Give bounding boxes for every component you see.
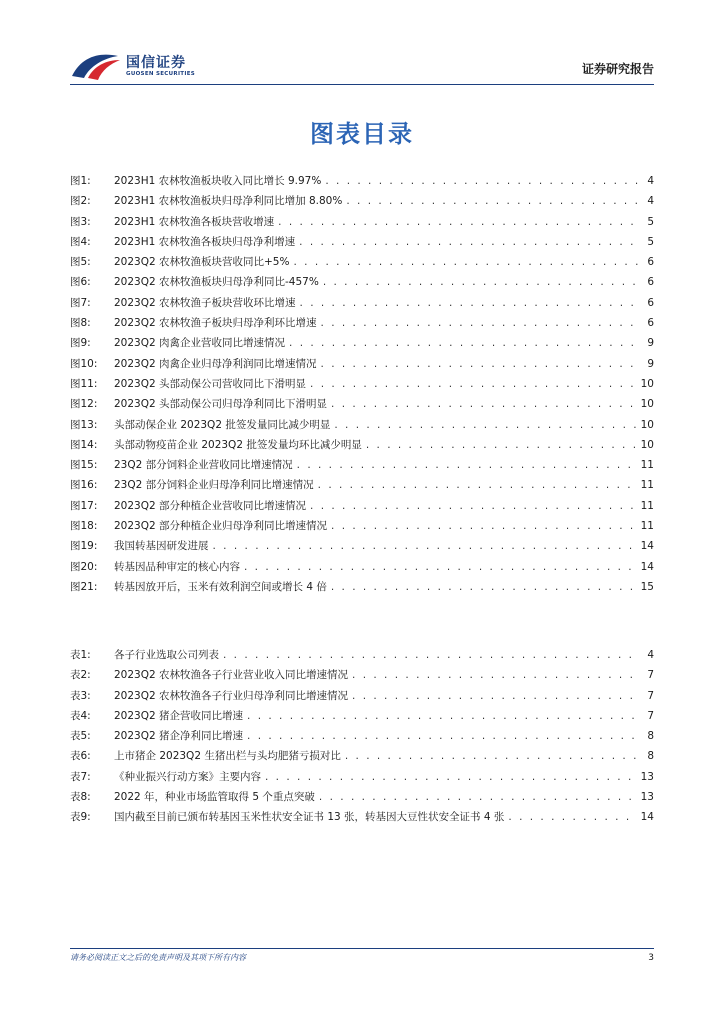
dot-leader [223,645,640,665]
figure-toc-entry[interactable] [70,374,654,394]
table-toc-entry[interactable] [70,767,654,787]
figure-number: 图18: [70,520,98,533]
page-header [0,0,724,86]
figure-caption: 2023Q2 肉禽企业营收同比增速情况 [114,337,286,350]
table-caption: 《种业振兴行动方案》主要内容 [114,770,261,783]
table-caption: 国内截至目前已颁布转基因玉米性状安全证书 13 张，转基因大豆性状安全证书 4 张 [114,811,505,824]
figure-toc-entry[interactable] [70,212,654,232]
dot-leader [247,706,640,726]
figure-number: 图21: [70,580,98,593]
table-toc-entry[interactable] [70,686,654,706]
figure-toc-entry[interactable] [70,313,654,333]
table-page-number: 7 [647,709,654,722]
figure-toc-entry[interactable] [70,415,654,435]
table-toc-entry[interactable] [70,807,654,827]
dot-leader [366,435,637,455]
figure-page-number: 6 [647,317,654,330]
table-toc-entry[interactable] [70,645,654,665]
figure-caption: 2023Q2 部分种植企业归母净利同比增速情况 [114,520,328,533]
dot-leader [331,577,637,597]
figure-toc-entry[interactable] [70,232,654,252]
figure-toc-list [70,171,654,597]
figure-page-number: 14 [640,540,654,553]
dot-leader [318,475,637,495]
figure-toc-entry[interactable] [70,557,654,577]
figure-number: 图2: [70,195,91,208]
figure-toc-entry[interactable] [70,191,654,211]
table-page-number: 14 [640,811,654,824]
dot-leader [334,415,636,435]
table-toc-entry[interactable] [70,787,654,807]
dot-leader [213,536,637,556]
figure-page-number: 14 [640,560,654,573]
figure-toc-entry[interactable] [70,333,654,353]
figure-page-number: 11 [640,520,654,533]
table-caption: 各子行业选取公司列表 [114,649,219,661]
figure-toc-entry[interactable] [70,435,654,455]
figure-page-number: 15 [640,580,654,593]
table-toc-entry[interactable] [70,746,654,766]
figure-caption: 2023Q2 农林牧渔子板块归母净利环比增速 [114,317,317,330]
figure-page-number: 11 [640,459,654,472]
figure-number: 图17: [70,499,98,512]
figure-number: 图9: [70,337,91,350]
figure-toc-entry[interactable] [70,496,654,516]
table-number: 表9: [70,811,91,824]
figure-toc-entry[interactable] [70,354,654,374]
figure-number: 图15: [70,459,98,472]
figure-number: 图16: [70,479,98,492]
figure-caption: 2023Q2 农林牧渔板块营收同比+5% [114,256,290,269]
table-number: 表5: [70,730,91,743]
figure-caption: 2023H1 农林牧渔各板块归母净利增速 [114,235,296,248]
figure-page-number: 9 [647,357,654,370]
figure-caption: 2023H1 农林牧渔板块归母净利同比增加 8.80% [114,195,343,208]
figure-number: 图7: [70,296,91,309]
page-number: 3 [648,953,654,963]
figure-caption: 2023H1 农林牧渔板块收入同比增长 9.97% [114,175,322,187]
figure-toc-entry[interactable] [70,455,654,475]
figure-number: 图5: [70,256,91,269]
dot-leader [247,726,640,746]
figure-page-number: 11 [640,499,654,512]
figure-caption: 2023Q2 肉禽企业归母净利润同比增速情况 [114,357,317,370]
figure-number: 图3: [70,215,91,228]
dot-leader [300,293,640,313]
dot-leader [293,252,640,272]
dot-leader [319,787,637,807]
figure-caption: 头部动物疫苗企业 2023Q2 批签发量均环比减少明显 [114,438,362,451]
dot-leader [331,394,637,414]
dot-leader [352,665,640,685]
figure-toc-entry[interactable] [70,171,654,191]
table-toc-entry[interactable] [70,706,654,726]
table-page-number: 7 [647,689,654,702]
dot-leader [289,333,640,353]
figure-caption: 2023H1 农林牧渔各板块营收增速 [114,215,275,228]
table-toc-entry[interactable] [70,665,654,685]
figure-toc-entry[interactable] [70,394,654,414]
guosen-logo [70,50,230,86]
figure-page-number: 5 [647,235,654,248]
table-number: 表1: [70,649,91,661]
figure-number: 图13: [70,418,98,431]
figure-page-number: 10 [640,398,654,411]
table-number: 表6: [70,750,91,763]
figure-page-number: 10 [640,377,654,390]
figure-toc-entry[interactable] [70,536,654,556]
figure-page-number: 4 [647,175,654,187]
figure-toc-entry[interactable] [70,577,654,597]
figure-page-number: 6 [647,276,654,289]
figure-number: 图10: [70,357,98,370]
figure-number: 图1: [70,175,91,187]
figure-caption: 23Q2 部分饲料企业营收同比增速情况 [114,459,293,472]
table-page-number: 8 [647,730,654,743]
figure-number: 图4: [70,235,91,248]
logo-english-name: GUOSEN SECURITIES [126,71,196,77]
figure-page-number: 11 [640,479,654,492]
figure-caption: 23Q2 部分饲料企业归母净利同比增速情况 [114,479,314,492]
figure-page-number: 6 [647,296,654,309]
figure-page-number: 10 [640,418,654,431]
table-page-number: 13 [640,770,654,783]
figure-caption: 2023Q2 农林牧渔子板块营收环比增速 [114,296,296,309]
dot-leader [299,232,640,252]
dot-leader [310,496,637,516]
dot-leader [346,191,640,211]
dot-leader [508,807,636,827]
figure-caption: 2023Q2 农林牧渔板块归母净利同比-457% [114,276,319,289]
disclaimer-note: 请务必阅读正文之后的免责声明及其项下所有内容 [70,953,246,962]
figure-page-number: 4 [647,195,654,208]
table-page-number: 7 [647,669,654,682]
figure-caption: 2023Q2 部分种植企业营收同比增速情况 [114,499,307,512]
dot-leader [323,272,640,292]
dot-leader [352,686,640,706]
figure-number: 图6: [70,276,91,289]
page-title: 图表目录 [310,120,414,148]
figure-toc-entry[interactable] [70,475,654,495]
table-number: 表2: [70,669,91,682]
dot-leader [321,313,640,333]
table-number: 表7: [70,770,91,783]
table-toc-list [70,645,654,828]
figure-page-number: 5 [647,215,654,228]
dot-leader [331,516,637,536]
figure-number: 图20: [70,560,98,573]
dot-leader [265,767,637,787]
figure-toc-entry[interactable] [70,272,654,292]
dot-leader [297,455,637,475]
table-caption: 2023Q2 猪企净利同比增速 [114,730,244,743]
figure-page-number: 10 [640,438,654,451]
table-caption: 2023Q2 猪企营收同比增速 [114,709,244,722]
figure-caption: 2023Q2 头部动保公司归母净利同比下滑明显 [114,398,328,411]
figure-caption: 我国转基因研发进展 [114,540,209,553]
table-caption: 2023Q2 农林牧渔各子行业归母净利同比增速情况 [114,689,349,702]
figure-caption: 转基因品种审定的核心内容 [114,560,240,573]
figure-toc-entry[interactable] [70,293,654,313]
figure-page-number: 6 [647,256,654,269]
guosen-logo-mark-icon [70,50,122,82]
table-caption: 2023Q2 农林牧渔各子行业营业收入同比增速情况 [114,669,349,682]
logo-chinese-name: 国信证券 [126,55,186,71]
figure-number: 图19: [70,540,98,553]
table-caption: 2022 年，种业市场监管取得 5 个重点突破 [114,791,315,804]
dot-leader [278,212,640,232]
figure-number: 图11: [70,377,98,390]
table-page-number: 13 [640,791,654,804]
table-number: 表3: [70,689,91,702]
figure-caption: 转基因放开后，玉米有效利润空间或增长 4 倍 [114,580,327,593]
figure-caption: 头部动保企业 2023Q2 批签发量同比减少明显 [114,418,331,431]
report-type-label: 证券研究报告 [581,62,654,76]
dot-leader [325,171,640,191]
header-divider [70,84,654,85]
figure-toc-entry[interactable] [70,252,654,272]
dot-leader [321,354,640,374]
dot-leader [345,746,640,766]
table-number: 表8: [70,791,91,804]
figure-number: 图14: [70,438,98,451]
figure-page-number: 9 [647,337,654,350]
table-number: 表4: [70,709,91,722]
table-caption: 上市猪企 2023Q2 生猪出栏与头均肥猪亏损对比 [114,750,341,763]
figure-caption: 2023Q2 头部动保公司营收同比下滑明显 [114,377,307,390]
table-page-number: 8 [647,750,654,763]
footer-divider [70,948,654,949]
dot-leader [310,374,637,394]
table-page-number: 4 [647,649,654,661]
table-toc-entry[interactable] [70,726,654,746]
figure-number: 图8: [70,317,91,330]
figure-toc-entry[interactable] [70,516,654,536]
dot-leader [244,557,637,577]
figure-number: 图12: [70,398,98,411]
